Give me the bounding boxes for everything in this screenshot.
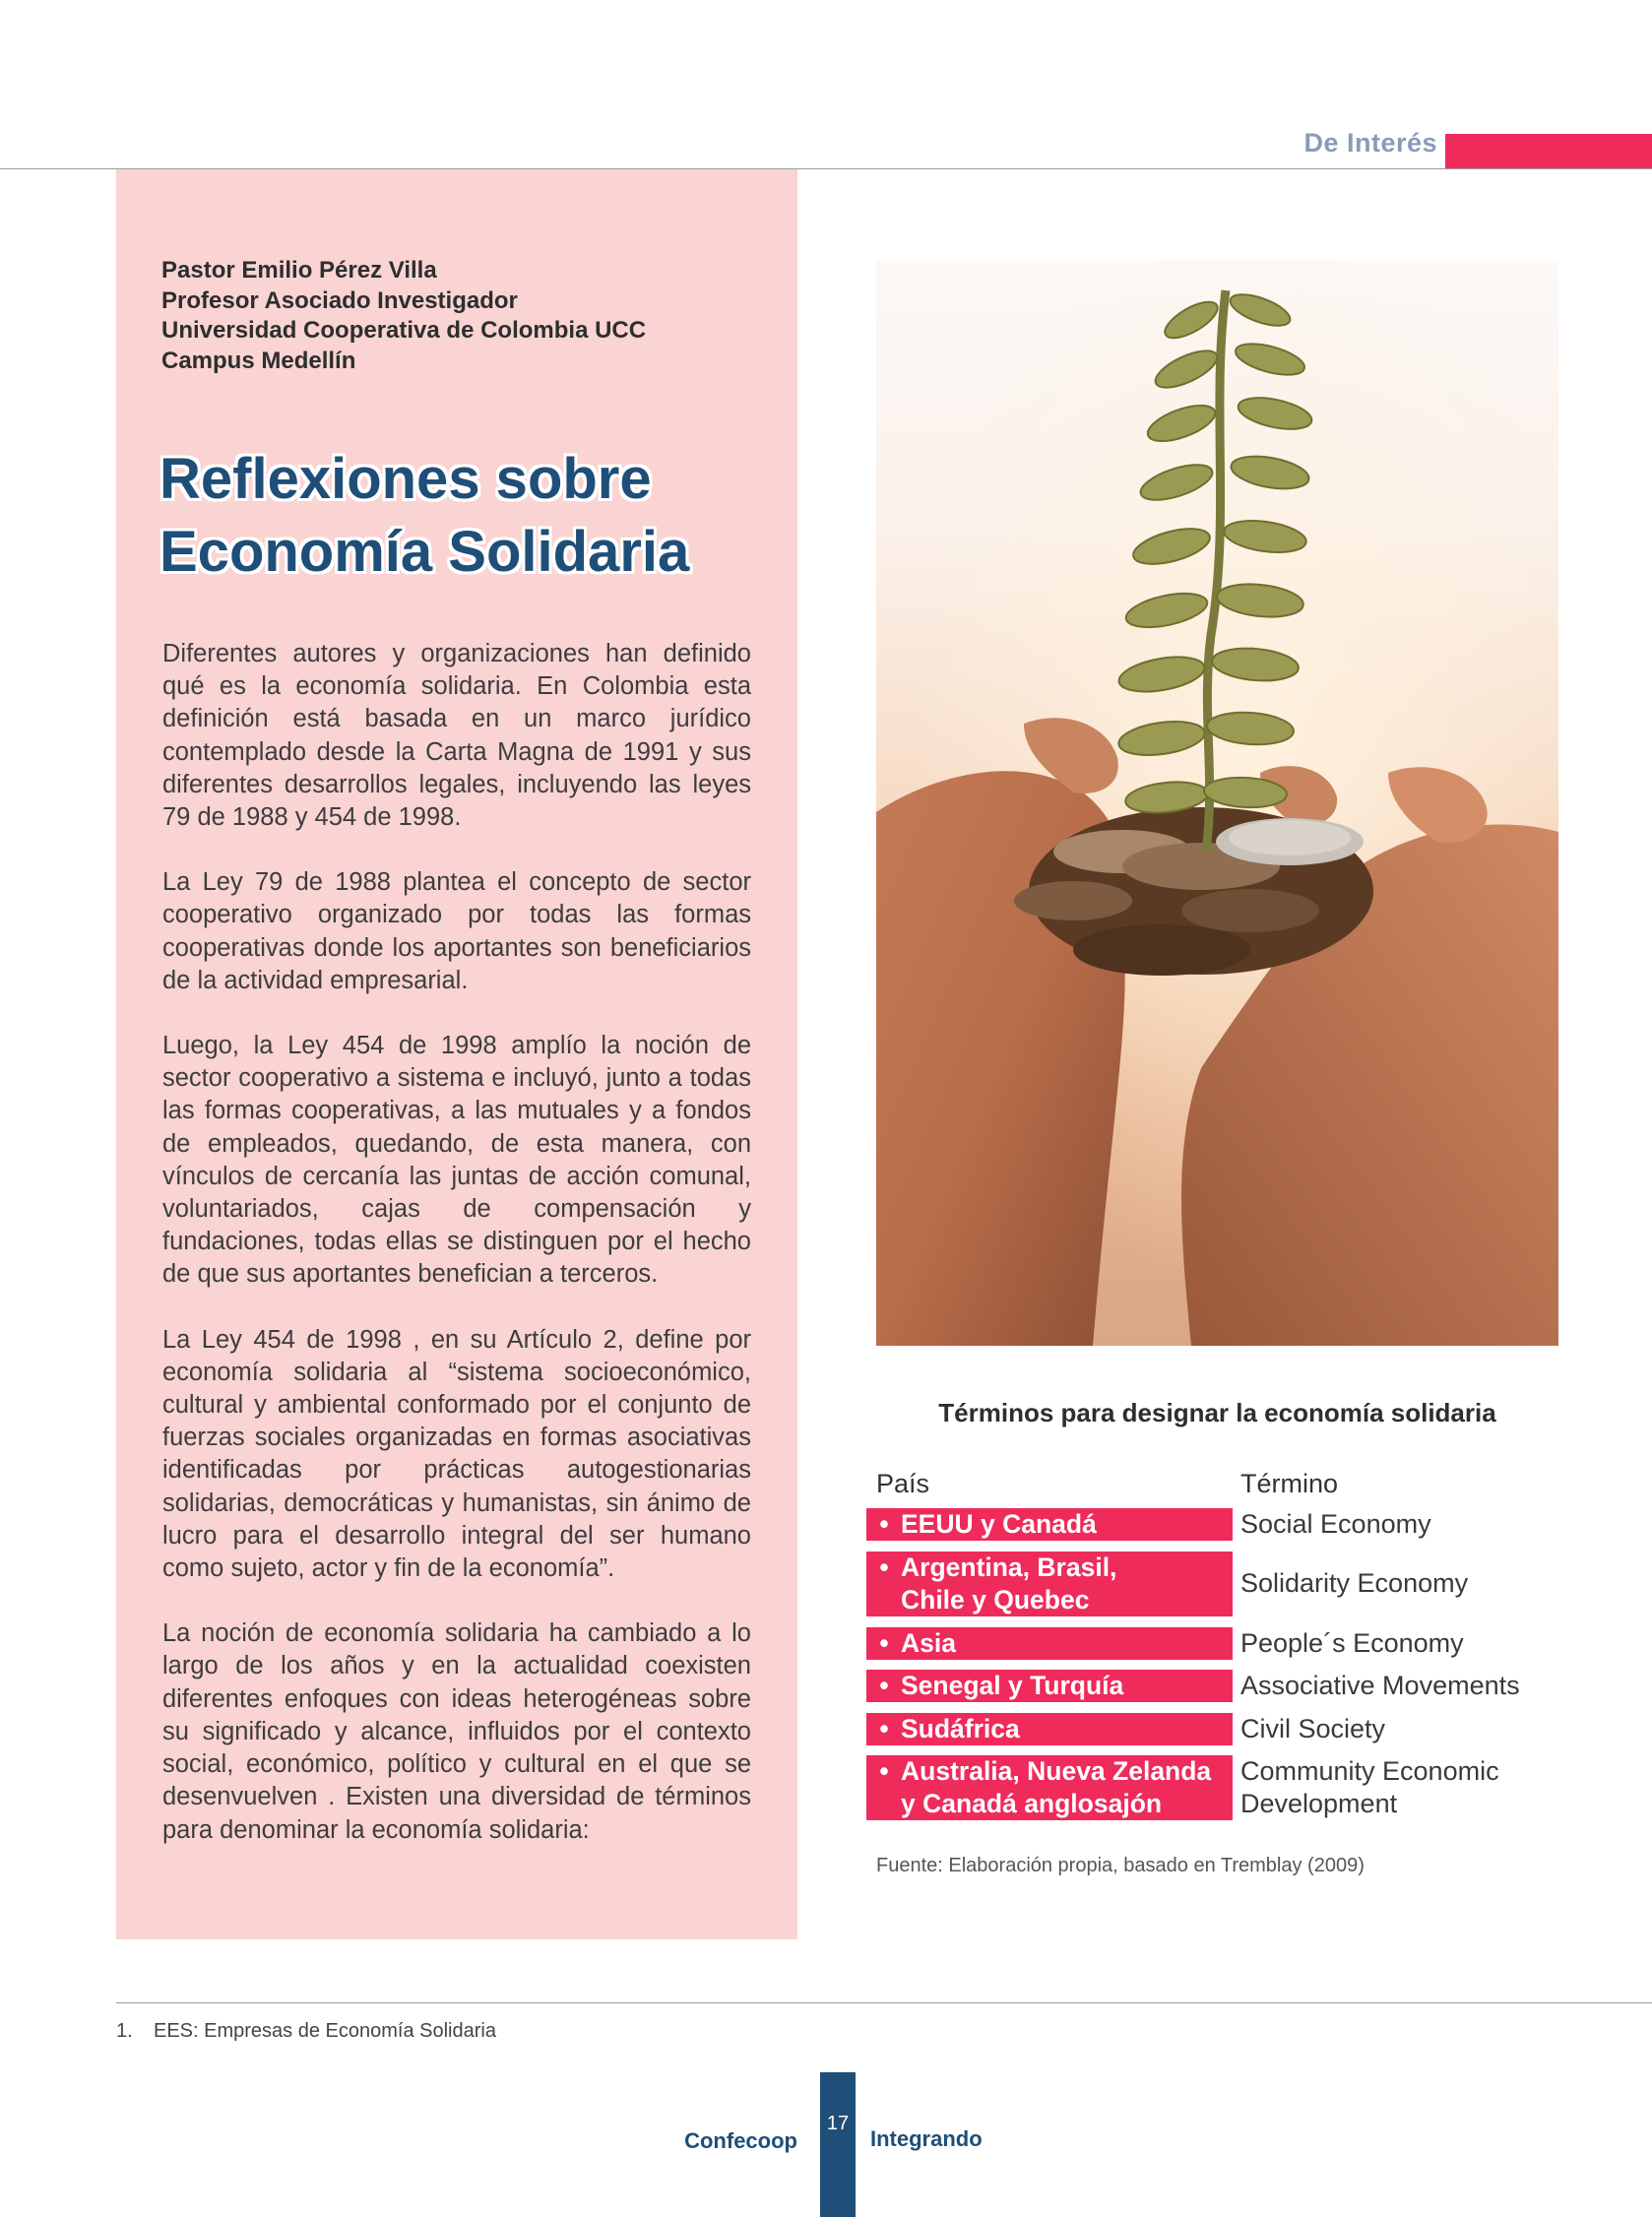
publisher-brand: Confecoop [684, 2128, 797, 2153]
term-cell: Associative Movements [1240, 1671, 1520, 1700]
paragraph: Luego, la Ley 454 de 1998 amplío la noción de sector cooperativo a sistema e incluyó, junto a todas las formas cooperativas, a las mutuales y a fondos de empleados, quedando, de esta manera, con vínculos de cercanía las juntas de acción comunal, voluntariados, cajas de compensación y fundaciones, todas ellas se distinguen por el hecho de que sus aportantes benefician a terceros. [162, 1032, 751, 1289]
term-cell: People´s Economy [1240, 1628, 1464, 1658]
paragraph: La Ley 454 de 1998 , en su Artículo 2, define por economía solidaria al “sistema socioeconómico, cultural y ambiental conformado por el conjunto de fuerzas sociales organizadas en formas asociativas identificadas por prácticas autogestionarias solidarias, democráticas y humanistas, sin ánimo de lucro para el desarrollo integral del ser humano como sujeto, actor y fin de la economía”. [162, 1325, 751, 1583]
table-title: Términos para designar la economía solidaria [938, 1398, 1496, 1427]
term-cell: Solidarity Economy [1240, 1568, 1469, 1598]
column-header-term: Término [1240, 1469, 1339, 1498]
paragraph: La Ley 79 de 1988 plantea el concepto de sector cooperativo organizado por todas las formas cooperativas donde los aportantes son beneficiarios de la actividad empresarial. [162, 868, 751, 994]
footnote-text: EES: Empresas de Economía Solidaria [154, 2020, 496, 2042]
country-cell: • Australia, Nueva Zelanda y Canadá anglosajón [866, 1755, 1233, 1820]
paragraph: La noción de economía solidaria ha cambiado a lo largo de los años y en la actualidad coexisten diferentes enfoques con ideas heterogéneas sobre su significado y alcance, influidos por el contexto social, económico, político y cultural en el que se desenvuelven . Existen una diversidad de términos para denominar la economía solidaria: [162, 1619, 751, 1844]
article-photo [876, 261, 1558, 1346]
author-name: Pastor Emilio Pérez Villa [161, 257, 437, 284]
title-line: Reflexiones sobre [159, 447, 652, 511]
page-number-bar [820, 2072, 856, 2217]
bullet-icon: • [879, 1628, 889, 1658]
author-institution: Universidad Cooperativa de Colombia UCC [161, 317, 647, 344]
title-line: Economía Solidaria [159, 520, 690, 584]
term-cell: Civil Society [1240, 1714, 1386, 1743]
country-cell: • Asia [866, 1627, 1233, 1660]
column-header-country: País [876, 1469, 930, 1498]
author-block [161, 256, 772, 376]
page-number: 17 [826, 2113, 850, 2134]
term-cell: Social Economy [1240, 1509, 1431, 1539]
footnote-number: 1. [116, 2020, 133, 2042]
country-cell: • EEUU y Canadá [866, 1508, 1233, 1541]
magazine-brand: Integrando [870, 2126, 983, 2151]
bullet-icon: • [879, 1756, 889, 1786]
bullet-icon: • [879, 1671, 889, 1700]
bullet-icon: • [879, 1552, 889, 1582]
article-body [162, 638, 751, 1879]
article-title [159, 443, 790, 589]
footnote [116, 2020, 496, 2043]
term-cell: Community Economic Development [1240, 1756, 1499, 1818]
country-cell: • Senegal y Turquía [866, 1670, 1233, 1702]
paragraph: Diferentes autores y organizaciones han definido qué es la economía solidaria. En Colombia esta definición está basada en un marco jurídico contemplado desde la Carta Magna de 1991 y sus diferentes desarrollos legales, incluyendo las leyes 79 de 1988 y 454 de 1998. [162, 640, 751, 832]
bullet-icon: • [879, 1509, 889, 1539]
footer-divider [116, 2002, 1652, 2003]
bullet-icon: • [879, 1714, 889, 1743]
country-cell: • Sudáfrica [866, 1713, 1233, 1745]
section-accent-bar [1445, 134, 1652, 169]
country-cell: • Argentina, Brasil, Chile y Quebec [866, 1552, 1233, 1616]
author-position: Profesor Asociado Investigador [161, 286, 518, 314]
section-label: De Interés [1303, 128, 1437, 158]
table-source: Fuente: Elaboración propia, basado en Tremblay (2009) [876, 1855, 1365, 1876]
hands-coins-plant-illustration [876, 261, 1558, 1346]
author-campus: Campus Medellín [161, 347, 356, 374]
